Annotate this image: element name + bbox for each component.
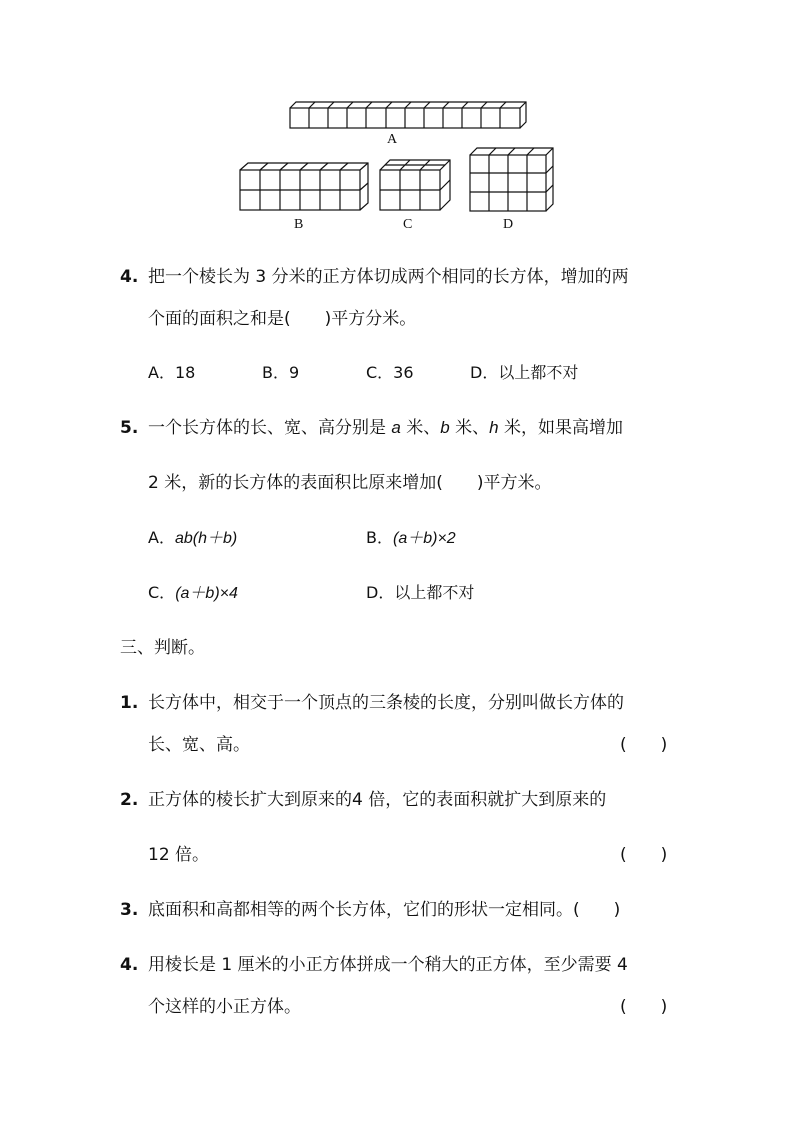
label-d: D <box>503 217 514 232</box>
s3-q1-number: 1. <box>120 693 139 713</box>
q4-number: 4. <box>120 267 139 287</box>
s3-q1-line1: 长方体中，相交于一个顶点的三条棱的长度，分别叫做长方体的 <box>148 693 624 713</box>
s3-q4-line2: 个这样的小正方体。 <box>148 997 301 1017</box>
q4-option-b: B．9 <box>262 363 300 382</box>
arrangement-b <box>240 163 368 210</box>
q5-option-d: D．以上都不对 <box>366 583 475 602</box>
label-a: A <box>387 132 398 147</box>
arrangement-d <box>470 148 553 211</box>
q4-option-d: D．以上都不对 <box>470 363 579 382</box>
q4-line1: 把一个棱长为 3 分米的正方体切成两个相同的长方体，增加的两 <box>148 267 629 287</box>
q5-option-c: C．(a＋b)×4 <box>148 583 238 602</box>
s3-q4-line1: 用棱长是 1 厘米的小正方体拼成一个稍大的正方体，至少需要 4 <box>148 955 628 975</box>
q4-option-c: C．36 <box>366 363 414 382</box>
s3-q4-number: 4. <box>120 955 139 975</box>
arrangement-a <box>290 102 526 128</box>
q4-line2: 个面的面积之和是( )平方分米。 <box>148 309 417 329</box>
q5-line2: 2 米，新的长方体的表面积比原来增加( )平方米。 <box>148 473 552 493</box>
q5-option-a: A．ab(h＋b) <box>148 528 238 547</box>
section3-title: 三、判断。 <box>120 638 205 658</box>
label-c: C <box>403 217 413 232</box>
s3-q3-line1: 底面积和高都相等的两个长方体，它们的形状一定相同。( ) <box>148 900 621 920</box>
arrangement-c <box>380 160 450 210</box>
s3-q2-line2: 12 倍。 <box>148 845 210 865</box>
q4-option-a: A．18 <box>148 363 196 382</box>
s3-q3-number: 3. <box>120 900 139 920</box>
q5-option-b: B．(a＋b)×2 <box>366 528 456 547</box>
s3-q1-line2: 长、宽、高。 <box>148 735 250 755</box>
label-b: B <box>294 217 304 232</box>
q5-line1: 一个长方体的长、宽、高分别是 a 米、b 米、h 米，如果高增加 <box>148 418 624 438</box>
q5-number: 5. <box>120 418 139 438</box>
s3-q2-line1: 正方体的棱长扩大到原来的4 倍，它的表面积就扩大到原来的 <box>148 790 607 810</box>
s3-q4-answer-blank[interactable]: ( ) <box>620 997 668 1017</box>
s3-q2-number: 2. <box>120 790 139 810</box>
cube-arrangements-figure <box>230 95 560 240</box>
s3-q1-answer-blank[interactable]: ( ) <box>620 735 668 755</box>
s3-q2-answer-blank[interactable]: ( ) <box>620 845 668 865</box>
